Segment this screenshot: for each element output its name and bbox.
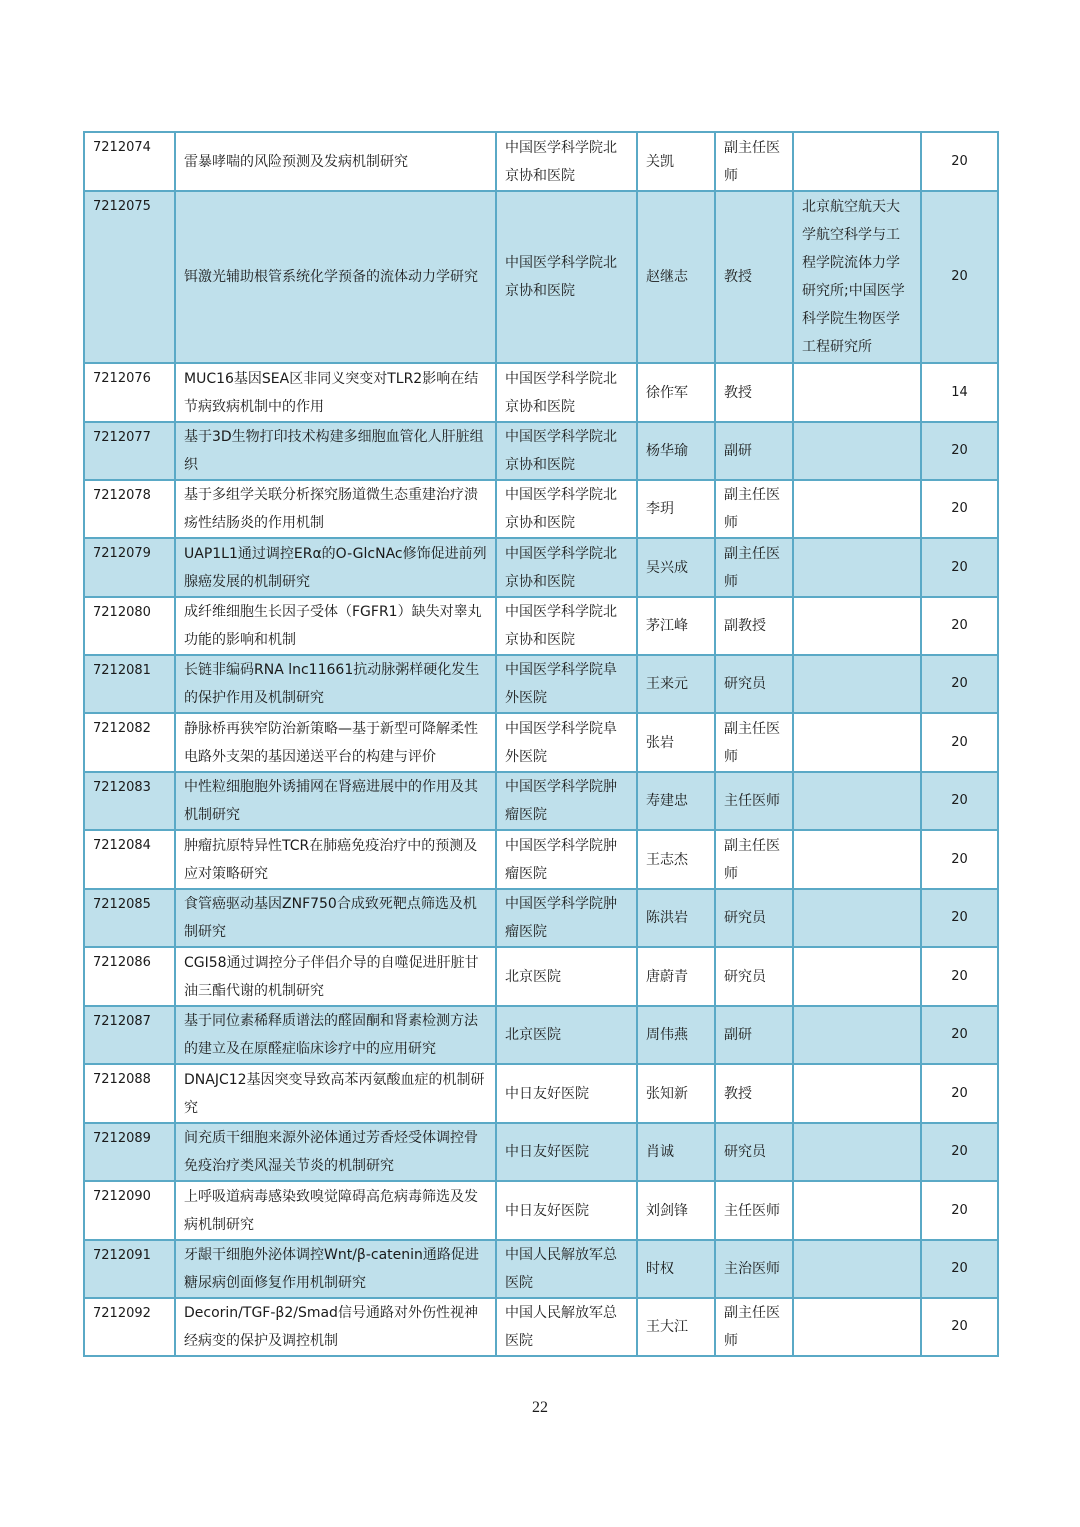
cell-id: 7212088 bbox=[84, 1064, 175, 1123]
cell-pi: 刘剑锋 bbox=[637, 1181, 715, 1240]
cell-id: 7212077 bbox=[84, 422, 175, 480]
cell-id: 7212083 bbox=[84, 772, 175, 830]
cell-partner bbox=[793, 1298, 921, 1356]
table-row bbox=[84, 132, 998, 191]
cell-amount: 14 bbox=[921, 363, 998, 422]
table-row bbox=[84, 1240, 998, 1298]
table-row bbox=[84, 947, 998, 1006]
cell-org: 北京医院 bbox=[496, 1006, 637, 1064]
table-row bbox=[84, 830, 998, 889]
cell-amount: 20 bbox=[921, 1006, 998, 1064]
cell-id: 7212087 bbox=[84, 1006, 175, 1064]
cell-amount: 20 bbox=[921, 538, 998, 597]
cell-pi: 徐作军 bbox=[637, 363, 715, 422]
cell-id: 7212091 bbox=[84, 1240, 175, 1298]
cell-org: 中国医学科学院阜外医院 bbox=[496, 655, 637, 713]
table-row bbox=[84, 422, 998, 480]
cell-org: 中国医学科学院北京协和医院 bbox=[496, 597, 637, 655]
cell-title: 长链非编码RNA lnc11661抗动脉粥样硬化发生的保护作用及机制研究 bbox=[175, 655, 496, 713]
table-row bbox=[84, 597, 998, 655]
cell-rank: 教授 bbox=[715, 363, 793, 422]
cell-id: 7212084 bbox=[84, 830, 175, 889]
page-number: 22 bbox=[532, 1399, 548, 1416]
cell-id: 7212092 bbox=[84, 1298, 175, 1356]
cell-rank: 主任医师 bbox=[715, 772, 793, 830]
cell-pi: 吴兴成 bbox=[637, 538, 715, 597]
cell-pi: 时权 bbox=[637, 1240, 715, 1298]
cell-amount: 20 bbox=[921, 889, 998, 947]
cell-rank: 副主任医师 bbox=[715, 1298, 793, 1356]
cell-partner bbox=[793, 713, 921, 772]
cell-partner bbox=[793, 1064, 921, 1123]
cell-pi: 王来元 bbox=[637, 655, 715, 713]
cell-title: 肿瘤抗原特异性TCR在肺癌免疫治疗中的预测及应对策略研究 bbox=[175, 830, 496, 889]
cell-org: 中日友好医院 bbox=[496, 1181, 637, 1240]
cell-amount: 20 bbox=[921, 132, 998, 191]
cell-org: 中国人民解放军总医院 bbox=[496, 1240, 637, 1298]
table-row bbox=[84, 1298, 998, 1356]
cell-title: 中性粒细胞胞外诱捕网在肾癌进展中的作用及其机制研究 bbox=[175, 772, 496, 830]
cell-id: 7212078 bbox=[84, 480, 175, 538]
cell-title: 间充质干细胞来源外泌体通过芳香烃受体调控骨免疫治疗类风湿关节炎的机制研究 bbox=[175, 1123, 496, 1181]
cell-id: 7212080 bbox=[84, 597, 175, 655]
cell-partner bbox=[793, 1123, 921, 1181]
table-row bbox=[84, 538, 998, 597]
cell-title: 静脉桥再狭窄防治新策略—基于新型可降解柔性电路外支架的基因递送平台的构建与评价 bbox=[175, 713, 496, 772]
cell-org: 北京医院 bbox=[496, 947, 637, 1006]
cell-partner bbox=[793, 480, 921, 538]
cell-rank: 副主任医师 bbox=[715, 713, 793, 772]
cell-partner bbox=[793, 889, 921, 947]
cell-title: 成纤维细胞生长因子受体（FGFR1）缺失对睾丸功能的影响和机制 bbox=[175, 597, 496, 655]
cell-partner bbox=[793, 363, 921, 422]
table-row bbox=[84, 772, 998, 830]
cell-title: 基于3D生物打印技术构建多细胞血管化人肝脏组织 bbox=[175, 422, 496, 480]
table-row bbox=[84, 480, 998, 538]
cell-title: 雷暴哮喘的风险预测及发病机制研究 bbox=[175, 132, 496, 191]
cell-amount: 20 bbox=[921, 947, 998, 1006]
cell-partner bbox=[793, 655, 921, 713]
cell-pi: 杨华瑜 bbox=[637, 422, 715, 480]
cell-title: Decorin/TGF-β2/Smad信号通路对外伤性视神经病变的保护及调控机制 bbox=[175, 1298, 496, 1356]
cell-pi: 赵继志 bbox=[637, 191, 715, 363]
table-row bbox=[84, 1123, 998, 1181]
cell-amount: 20 bbox=[921, 1123, 998, 1181]
cell-amount: 20 bbox=[921, 655, 998, 713]
cell-amount: 20 bbox=[921, 191, 998, 363]
cell-amount: 20 bbox=[921, 1064, 998, 1123]
cell-org: 中国医学科学院肿瘤医院 bbox=[496, 889, 637, 947]
cell-partner bbox=[793, 1240, 921, 1298]
cell-rank: 主治医师 bbox=[715, 1240, 793, 1298]
cell-amount: 20 bbox=[921, 597, 998, 655]
cell-pi: 肖诚 bbox=[637, 1123, 715, 1181]
cell-title: CGI58通过调控分子伴侣介导的自噬促进肝脏甘油三酯代谢的机制研究 bbox=[175, 947, 496, 1006]
cell-rank: 教授 bbox=[715, 1064, 793, 1123]
cell-title: 牙龈干细胞外泌体调控Wnt/β-catenin通路促进糖尿病创面修复作用机制研究 bbox=[175, 1240, 496, 1298]
grant-table bbox=[83, 131, 999, 1357]
cell-org: 中国医学科学院北京协和医院 bbox=[496, 480, 637, 538]
cell-id: 7212086 bbox=[84, 947, 175, 1006]
cell-org: 中国医学科学院北京协和医院 bbox=[496, 538, 637, 597]
cell-id: 7212082 bbox=[84, 713, 175, 772]
cell-amount: 20 bbox=[921, 713, 998, 772]
table-row bbox=[84, 1181, 998, 1240]
cell-org: 中国医学科学院北京协和医院 bbox=[496, 132, 637, 191]
cell-pi: 李玥 bbox=[637, 480, 715, 538]
cell-partner bbox=[793, 947, 921, 1006]
cell-org: 中国医学科学院肿瘤医院 bbox=[496, 772, 637, 830]
cell-pi: 张知新 bbox=[637, 1064, 715, 1123]
cell-title: MUC16基因SEA区非同义突变对TLR2影响在结节病致病机制中的作用 bbox=[175, 363, 496, 422]
cell-amount: 20 bbox=[921, 1240, 998, 1298]
cell-org: 中国医学科学院北京协和医院 bbox=[496, 363, 637, 422]
table-row bbox=[84, 191, 998, 363]
cell-rank: 研究员 bbox=[715, 655, 793, 713]
cell-title: UAP1L1通过调控ERα的O-GlcNAc修饰促进前列腺癌发展的机制研究 bbox=[175, 538, 496, 597]
cell-id: 7212079 bbox=[84, 538, 175, 597]
cell-rank: 研究员 bbox=[715, 947, 793, 1006]
table-row bbox=[84, 1006, 998, 1064]
cell-org: 中国医学科学院北京协和医院 bbox=[496, 191, 637, 363]
cell-title: 基于同位素稀释质谱法的醛固酮和肾素检测方法的建立及在原醛症临床诊疗中的应用研究 bbox=[175, 1006, 496, 1064]
cell-partner bbox=[793, 422, 921, 480]
cell-amount: 20 bbox=[921, 480, 998, 538]
cell-rank: 教授 bbox=[715, 191, 793, 363]
table-row bbox=[84, 1064, 998, 1123]
cell-amount: 20 bbox=[921, 1181, 998, 1240]
cell-rank: 研究员 bbox=[715, 1123, 793, 1181]
cell-title: 上呼吸道病毒感染致嗅觉障碍高危病毒筛选及发病机制研究 bbox=[175, 1181, 496, 1240]
cell-org: 中日友好医院 bbox=[496, 1123, 637, 1181]
cell-pi: 陈洪岩 bbox=[637, 889, 715, 947]
table-row bbox=[84, 889, 998, 947]
table-row bbox=[84, 713, 998, 772]
cell-id: 7212090 bbox=[84, 1181, 175, 1240]
cell-org: 中国人民解放军总医院 bbox=[496, 1298, 637, 1356]
cell-rank: 副主任医师 bbox=[715, 132, 793, 191]
cell-id: 7212081 bbox=[84, 655, 175, 713]
cell-partner bbox=[793, 597, 921, 655]
cell-org: 中国医学科学院北京协和医院 bbox=[496, 422, 637, 480]
cell-partner: 北京航空航天大学航空科学与工程学院流体力学研究所;中国医学科学院生物医学工程研究所 bbox=[793, 191, 921, 363]
cell-title: 食管癌驱动基因ZNF750合成致死靶点筛选及机制研究 bbox=[175, 889, 496, 947]
cell-amount: 20 bbox=[921, 1298, 998, 1356]
cell-pi: 周伟燕 bbox=[637, 1006, 715, 1064]
cell-pi: 寿建忠 bbox=[637, 772, 715, 830]
cell-amount: 20 bbox=[921, 830, 998, 889]
cell-org: 中国医学科学院肿瘤医院 bbox=[496, 830, 637, 889]
cell-title: 基于多组学关联分析探究肠道微生态重建治疗溃疡性结肠炎的作用机制 bbox=[175, 480, 496, 538]
cell-pi: 王志杰 bbox=[637, 830, 715, 889]
cell-rank: 研究员 bbox=[715, 889, 793, 947]
cell-id: 7212074 bbox=[84, 132, 175, 191]
cell-pi: 唐蔚青 bbox=[637, 947, 715, 1006]
table-row bbox=[84, 363, 998, 422]
table-row bbox=[84, 655, 998, 713]
cell-amount: 20 bbox=[921, 772, 998, 830]
cell-partner bbox=[793, 830, 921, 889]
cell-rank: 副教授 bbox=[715, 597, 793, 655]
cell-pi: 茅江峰 bbox=[637, 597, 715, 655]
cell-rank: 副主任医师 bbox=[715, 830, 793, 889]
cell-rank: 副研 bbox=[715, 422, 793, 480]
cell-id: 7212085 bbox=[84, 889, 175, 947]
table-body bbox=[84, 132, 998, 1356]
cell-id: 7212075 bbox=[84, 191, 175, 363]
cell-rank: 副主任医师 bbox=[715, 480, 793, 538]
cell-rank: 主任医师 bbox=[715, 1181, 793, 1240]
cell-partner bbox=[793, 538, 921, 597]
cell-partner bbox=[793, 1006, 921, 1064]
cell-org: 中日友好医院 bbox=[496, 1064, 637, 1123]
cell-id: 7212076 bbox=[84, 363, 175, 422]
cell-partner bbox=[793, 132, 921, 191]
cell-partner bbox=[793, 1181, 921, 1240]
cell-title: 铒激光辅助根管系统化学预备的流体动力学研究 bbox=[175, 191, 496, 363]
cell-rank: 副主任医师 bbox=[715, 538, 793, 597]
cell-pi: 王大江 bbox=[637, 1298, 715, 1356]
cell-rank: 副研 bbox=[715, 1006, 793, 1064]
cell-id: 7212089 bbox=[84, 1123, 175, 1181]
cell-org: 中国医学科学院阜外医院 bbox=[496, 713, 637, 772]
cell-pi: 关凯 bbox=[637, 132, 715, 191]
cell-partner bbox=[793, 772, 921, 830]
cell-pi: 张岩 bbox=[637, 713, 715, 772]
cell-amount: 20 bbox=[921, 422, 998, 480]
cell-title: DNAJC12基因突变导致高苯丙氨酸血症的机制研究 bbox=[175, 1064, 496, 1123]
